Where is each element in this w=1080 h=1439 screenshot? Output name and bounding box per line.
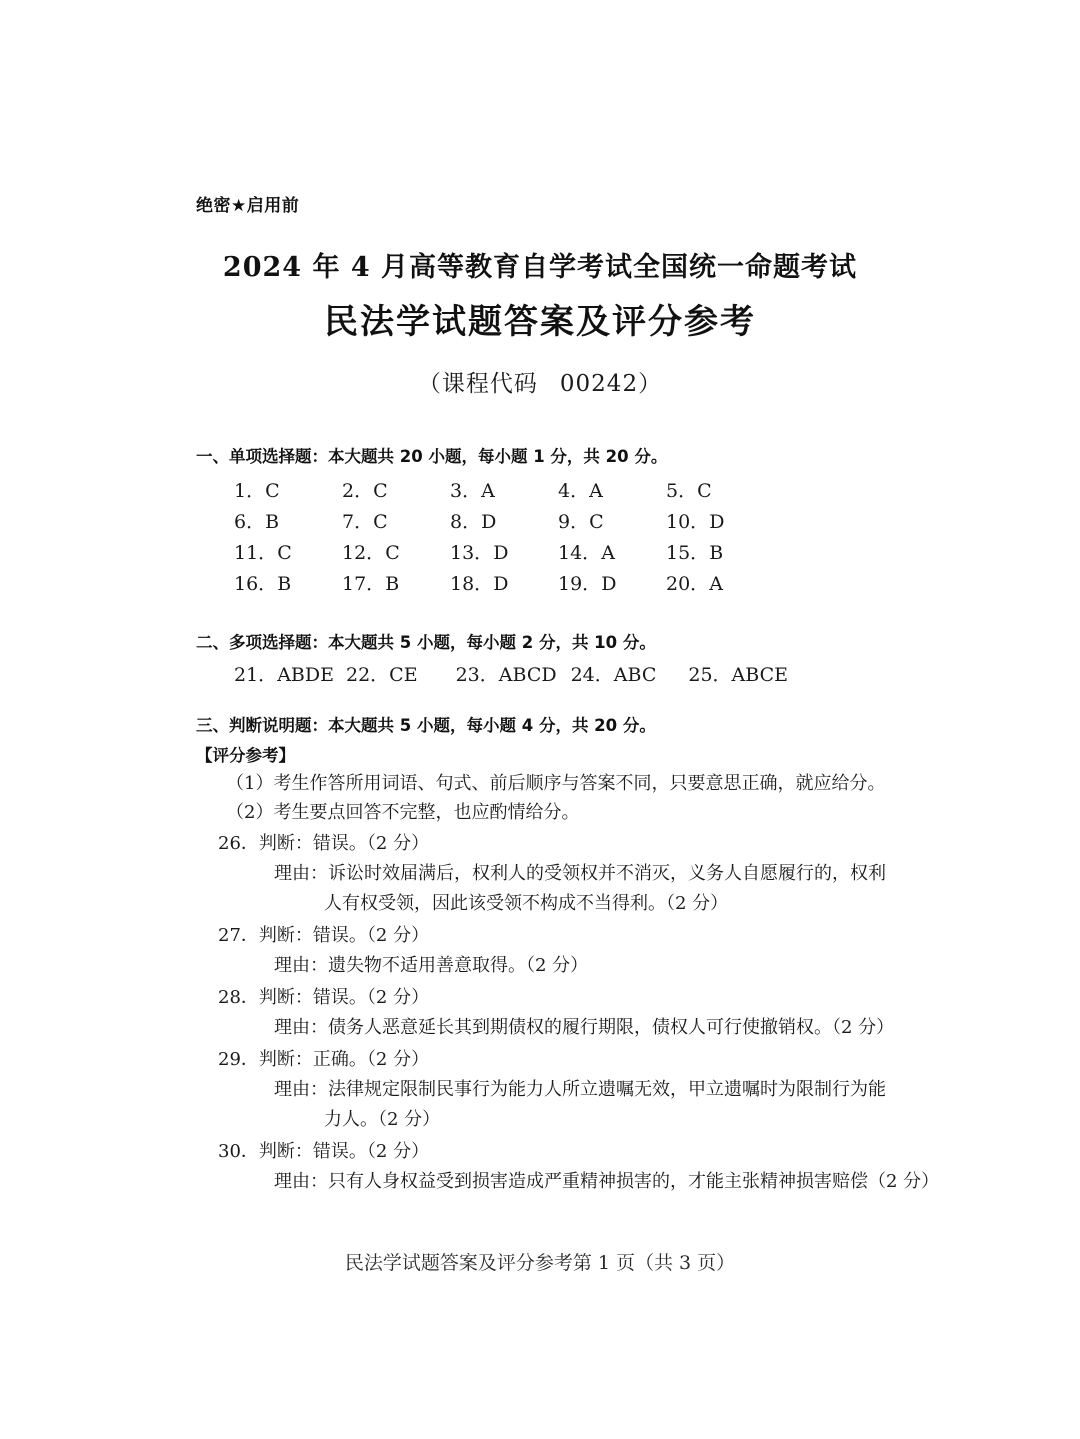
verdict-text: 判断：错误。（2 分） (258, 833, 430, 855)
answer-number: 17． (342, 572, 386, 595)
answer-value: A (709, 572, 723, 595)
answer-value: D (601, 572, 617, 595)
answer-number: 15． (666, 541, 710, 564)
answer-cell (558, 538, 666, 569)
answer-number: 13． (450, 541, 494, 564)
answer-cell (342, 476, 450, 507)
answer-number: 12． (342, 541, 386, 564)
judgement-verdict-line (218, 829, 896, 859)
answer-row (234, 538, 834, 569)
answer-cell (450, 569, 558, 600)
judgement-verdict-line (218, 1045, 896, 1075)
judgement-verdict-line (218, 921, 896, 951)
answer-value: B (709, 541, 724, 564)
course-code-value: 00242） (559, 371, 663, 398)
judgement-item (196, 1045, 896, 1135)
grading-note: （1）考生作答所用词语、句式、前后顺序与答案不同，只要意思正确，就应给分。 (226, 773, 886, 795)
answer-cell (450, 538, 558, 569)
grading-reference-heading: 【评分参考】 (196, 745, 295, 765)
answer-value: CE (389, 664, 418, 687)
judgement-reason-line: 理由：只有人身权益受到损害造成严重精神损害的，才能主张精神损害赔偿（2 分） (274, 1171, 940, 1193)
verdict-text: 判断：错误。（2 分） (258, 1141, 430, 1163)
answer-number: 19． (558, 572, 602, 595)
answer-row (234, 569, 834, 600)
answer-value: A (481, 479, 495, 502)
answer-number: 24． (570, 664, 614, 687)
answer-number: 2． (342, 479, 374, 502)
secrecy-mark: 绝密★启用前 (196, 196, 300, 216)
section-heading-single-choice: 一、单项选择题：本大题共 20 小题，每小题 1 分，共 20 分。 (196, 447, 668, 466)
judgement-reason-line: 理由：债务人恶意延长其到期债权的履行期限，债权人可行使撤销权。（2 分） (274, 1017, 895, 1039)
answer-value: D (493, 541, 509, 564)
exam-title-line: 2024 年 4 月高等教育自学考试全国统一命题考试 (222, 252, 858, 283)
page-footer: 民法学试题答案及评分参考第 1 页（共 3 页） (344, 1252, 736, 1274)
answer-value: B (385, 572, 400, 595)
answer-value: A (589, 479, 603, 502)
answer-item (571, 660, 657, 691)
answer-value: C (265, 479, 280, 502)
judgement-item (196, 1137, 940, 1197)
judgement-item (196, 921, 896, 981)
answer-number: 9． (558, 510, 590, 533)
answer-cell (666, 476, 774, 507)
answer-cell (666, 507, 774, 538)
answer-cell (342, 507, 450, 538)
answer-cell (234, 569, 342, 600)
verdict-text: 判断：正确。（2 分） (258, 1049, 430, 1071)
answer-number: 23． (455, 664, 499, 687)
answer-value: C (373, 510, 388, 533)
answer-number: 1． (234, 479, 266, 502)
question-number: 30． (218, 1141, 259, 1163)
answer-number: 3． (450, 479, 482, 502)
answer-number: 8． (450, 510, 482, 533)
answer-row (234, 507, 834, 538)
answer-item (346, 660, 418, 691)
section-spacer (196, 691, 896, 713)
answer-value: C (697, 479, 712, 502)
answer-number: 16． (234, 572, 278, 595)
answer-number: 20． (666, 572, 710, 595)
course-code (0, 371, 1080, 399)
question-number: 27． (218, 925, 259, 947)
answer-number: 11． (234, 541, 278, 564)
answer-item (234, 660, 334, 691)
answer-value: C (589, 510, 604, 533)
verdict-text: 判断：错误。（2 分） (258, 987, 430, 1009)
question-number: 28． (218, 987, 259, 1009)
section-heading-multiple-choice: 二、多项选择题：本大题共 5 小题，每小题 2 分，共 10 分。 (196, 632, 656, 652)
answer-item (456, 660, 557, 691)
answer-value: ABCD (498, 664, 557, 687)
multiple-choice-answer-row (234, 660, 896, 691)
judgement-reason-line: 理由：法律规定限制民事行为能力人所立遗嘱无效，甲立遗嘱时为限制行为能 (274, 1079, 886, 1101)
answer-cell (450, 476, 558, 507)
answer-value: ABC (613, 664, 657, 687)
course-code-prefix: （课程代码 (417, 371, 538, 398)
judgement-item (196, 983, 896, 1043)
answer-cell (234, 538, 342, 569)
answer-cell (450, 507, 558, 538)
answer-cell (666, 569, 774, 600)
answer-number: 22． (345, 664, 390, 687)
section-heading-judgement: 三、判断说明题：本大题共 5 小题，每小题 4 分，共 20 分。 (196, 716, 656, 736)
answer-value: B (277, 572, 292, 595)
judgement-reason-line-cont: 人有权受领，因此该受领不构成不当得利。（2 分） (324, 893, 729, 915)
verdict-text: 判断：错误。（2 分） (258, 925, 430, 947)
answer-value: B (265, 510, 280, 533)
section-spacer (196, 600, 896, 630)
answer-cell (558, 507, 666, 538)
answer-value: D (481, 510, 497, 533)
judgement-reason-line: 理由：遗失物不适用善意取得。（2 分） (274, 955, 589, 977)
answer-value: A (601, 541, 615, 564)
judgement-item (196, 829, 896, 919)
answer-number: 14． (558, 541, 602, 564)
title-block (0, 252, 1080, 399)
answer-number: 5． (666, 479, 698, 502)
grading-note: （2）考生要点回答不完整，也应酌情给分。 (226, 802, 580, 824)
answer-cell (558, 476, 666, 507)
answer-value: D (709, 510, 725, 533)
single-choice-answer-grid (234, 476, 834, 600)
answer-number: 25． (688, 664, 732, 687)
answer-cell (342, 538, 450, 569)
question-number: 26． (218, 833, 259, 855)
answer-number: 7． (342, 510, 374, 533)
content-column (196, 444, 940, 1197)
answer-row (234, 476, 834, 507)
question-number: 29． (218, 1049, 259, 1071)
answer-value: ABDE (277, 664, 334, 687)
answer-item (688, 660, 788, 691)
answer-cell (342, 569, 450, 600)
answer-number: 18． (450, 572, 494, 595)
answer-value: C (277, 541, 292, 564)
answer-value: C (373, 479, 388, 502)
answer-number: 10． (666, 510, 710, 533)
judgement-verdict-line (218, 983, 896, 1013)
answer-value: ABCE (731, 664, 788, 687)
answer-cell (666, 538, 774, 569)
answer-number: 6． (234, 510, 266, 533)
answer-number: 21． (234, 664, 278, 687)
answer-cell (234, 476, 342, 507)
answer-value: C (385, 541, 400, 564)
answer-cell (558, 569, 666, 600)
page-title: 民法学试题答案及评分参考 (324, 302, 756, 343)
answer-number: 4． (558, 479, 590, 502)
judgement-verdict-line (218, 1137, 896, 1167)
answer-value: D (493, 572, 509, 595)
judgement-reason-line: 理由：诉讼时效届满后，权利人的受领权并不消灭，义务人自愿履行的，权利 (274, 863, 886, 885)
judgement-reason-line-cont: 力人。（2 分） (324, 1109, 441, 1131)
answer-cell (234, 507, 342, 538)
